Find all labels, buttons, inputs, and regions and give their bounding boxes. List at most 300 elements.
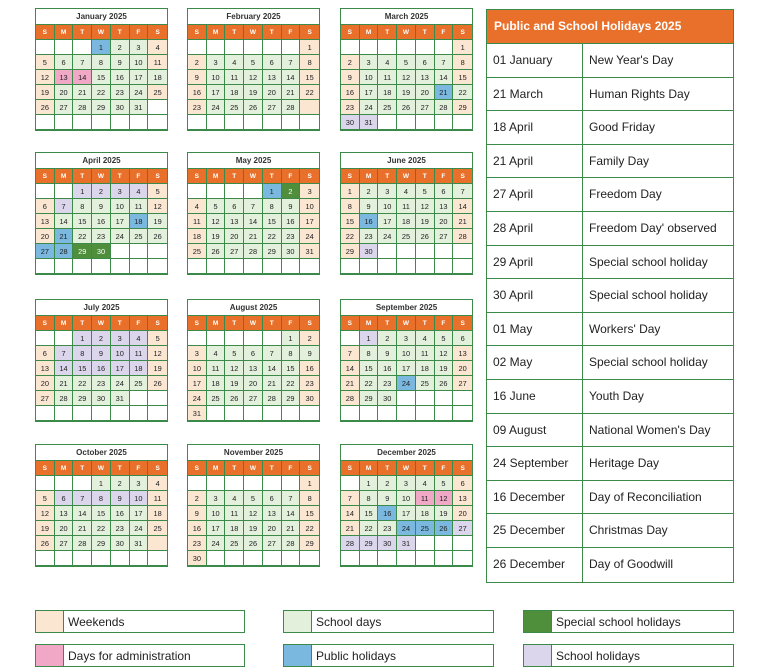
day-cell: 25: [207, 391, 226, 406]
day-cell: 2: [92, 184, 111, 199]
holiday-row: [487, 548, 733, 582]
day-cell: 17: [111, 214, 130, 229]
day-header: S: [188, 25, 207, 40]
day-cell: 20: [55, 85, 74, 100]
day-cell: 20: [244, 376, 263, 391]
day-cell: 5: [435, 331, 454, 346]
day-cell: [148, 391, 167, 406]
day-cell: 2: [378, 331, 397, 346]
holiday-name: Special school holiday: [589, 254, 708, 269]
holiday-name: Heritage Day: [589, 456, 660, 471]
day-cell: 16: [92, 361, 111, 376]
day-cell: [36, 40, 55, 55]
day-cell: 23: [92, 229, 111, 244]
day-cell: 30: [360, 244, 379, 259]
day-cell: [453, 406, 472, 421]
day-cell: 29: [360, 536, 379, 551]
day-cell: [435, 40, 454, 55]
day-cell: 27: [36, 391, 55, 406]
day-cell: 4: [148, 476, 167, 491]
day-cell: 22: [73, 376, 92, 391]
day-cell: 24: [130, 85, 149, 100]
day-header: T: [73, 316, 92, 331]
day-cell: 29: [453, 100, 472, 115]
day-cell: 5: [36, 55, 55, 70]
day-cell: [207, 476, 226, 491]
day-cell: 8: [453, 55, 472, 70]
day-cell: 14: [55, 361, 74, 376]
day-cell: 30: [378, 391, 397, 406]
day-cell: 16: [188, 85, 207, 100]
day-cell: 3: [188, 346, 207, 361]
day-header: T: [111, 169, 130, 184]
day-cell: 7: [453, 184, 472, 199]
day-cell: 4: [188, 199, 207, 214]
day-cell: [360, 259, 379, 274]
day-cell: [130, 551, 149, 566]
month-title: September 2025: [341, 300, 472, 316]
day-cell: 4: [416, 331, 435, 346]
day-cell: 8: [282, 346, 301, 361]
day-cell: 14: [435, 70, 454, 85]
day-cell: 20: [36, 376, 55, 391]
day-cell: 15: [341, 214, 360, 229]
day-cell: 25: [188, 244, 207, 259]
day-cell: 27: [416, 100, 435, 115]
day-cell: 4: [130, 184, 149, 199]
day-cell: 31: [130, 536, 149, 551]
day-cell: 25: [397, 229, 416, 244]
day-cell: 27: [263, 100, 282, 115]
day-header: T: [416, 316, 435, 331]
day-cell: [55, 331, 74, 346]
day-cell: 30: [378, 536, 397, 551]
month-title: August 2025: [188, 300, 319, 316]
day-cell: 16: [360, 214, 379, 229]
day-cell: 10: [300, 199, 319, 214]
day-cell: [188, 331, 207, 346]
day-header: S: [188, 461, 207, 476]
day-cell: 27: [55, 536, 74, 551]
day-cell: 23: [378, 521, 397, 536]
day-header: W: [92, 169, 111, 184]
day-cell: 17: [188, 376, 207, 391]
day-header: T: [73, 461, 92, 476]
day-cell: 31: [188, 406, 207, 421]
day-cell: 23: [188, 536, 207, 551]
day-cell: 24: [188, 391, 207, 406]
day-cell: 30: [341, 115, 360, 130]
day-cell: 16: [282, 214, 301, 229]
holiday-name: New Year's Day: [589, 53, 674, 67]
day-cell: 26: [225, 391, 244, 406]
legend-school-days: [283, 610, 494, 633]
day-cell: 19: [148, 361, 167, 376]
legend-swatch: [524, 611, 552, 632]
day-cell: 15: [92, 70, 111, 85]
day-cell: 14: [73, 70, 92, 85]
day-cell: 24: [360, 100, 379, 115]
day-cell: 1: [360, 331, 379, 346]
day-cell: 11: [148, 55, 167, 70]
day-cell: 8: [341, 199, 360, 214]
day-cell: [397, 391, 416, 406]
holiday-date: 09 August: [487, 414, 583, 447]
day-cell: 25: [416, 521, 435, 536]
legend-label: Days for administration: [68, 648, 191, 663]
month-title: October 2025: [36, 445, 167, 461]
day-header: S: [188, 169, 207, 184]
holiday-row: [487, 414, 733, 448]
day-cell: 22: [300, 85, 319, 100]
day-cell: [378, 244, 397, 259]
day-cell: 10: [207, 506, 226, 521]
day-cell: 9: [378, 491, 397, 506]
day-cell: 14: [341, 506, 360, 521]
day-cell: 20: [453, 506, 472, 521]
day-header: T: [73, 25, 92, 40]
day-cell: 10: [111, 199, 130, 214]
day-cell: [341, 551, 360, 566]
day-cell: 24: [111, 229, 130, 244]
day-cell: 9: [341, 70, 360, 85]
day-cell: [378, 259, 397, 274]
day-cell: [416, 259, 435, 274]
day-header: S: [148, 461, 167, 476]
day-cell: [36, 115, 55, 130]
day-cell: 3: [111, 331, 130, 346]
day-cell: 2: [92, 331, 111, 346]
day-cell: 1: [92, 40, 111, 55]
day-cell: [73, 259, 92, 274]
day-cell: 8: [73, 199, 92, 214]
legend-swatch: [36, 645, 64, 666]
day-cell: 9: [188, 70, 207, 85]
day-cell: 8: [92, 55, 111, 70]
holiday-row: [487, 481, 733, 515]
day-cell: [378, 40, 397, 55]
day-cell: 8: [360, 491, 379, 506]
day-cell: 22: [92, 85, 111, 100]
day-header: T: [416, 461, 435, 476]
day-header: T: [111, 25, 130, 40]
holiday-date: 28 April: [487, 212, 583, 245]
day-cell: 19: [397, 85, 416, 100]
day-cell: 2: [188, 55, 207, 70]
day-header: M: [55, 316, 74, 331]
day-cell: [55, 40, 74, 55]
day-cell: [282, 259, 301, 274]
day-cell: 22: [360, 521, 379, 536]
day-header: W: [92, 25, 111, 40]
day-cell: [188, 259, 207, 274]
day-cell: [397, 40, 416, 55]
day-cell: 11: [225, 70, 244, 85]
holiday-row: [487, 279, 733, 313]
holiday-name: Human Rights Day: [589, 86, 690, 101]
holiday-name: Special school holiday: [589, 288, 708, 303]
day-cell: 25: [225, 536, 244, 551]
day-cell: 11: [378, 70, 397, 85]
day-cell: 20: [36, 229, 55, 244]
legend-days-for-administration: [35, 644, 245, 667]
day-cell: 24: [111, 376, 130, 391]
day-cell: 3: [130, 40, 149, 55]
day-cell: 28: [282, 100, 301, 115]
day-cell: 12: [416, 199, 435, 214]
day-cell: 22: [73, 229, 92, 244]
day-cell: 12: [148, 346, 167, 361]
day-header: M: [360, 25, 379, 40]
month-calendar: [187, 152, 320, 275]
holidays-table: [486, 9, 734, 583]
day-cell: 13: [263, 506, 282, 521]
day-header: T: [416, 25, 435, 40]
holiday-name: Freedom Day' observed: [589, 220, 717, 235]
day-cell: 29: [73, 244, 92, 259]
legend-label: Weekends: [68, 614, 125, 629]
day-cell: 13: [263, 70, 282, 85]
day-cell: 11: [148, 491, 167, 506]
day-cell: 3: [300, 184, 319, 199]
holiday-name: Youth Day: [589, 388, 644, 403]
day-cell: [36, 184, 55, 199]
day-cell: 3: [111, 184, 130, 199]
day-cell: 28: [282, 536, 301, 551]
day-cell: 17: [207, 521, 226, 536]
day-cell: [111, 244, 130, 259]
day-cell: 26: [435, 376, 454, 391]
day-header: S: [453, 316, 472, 331]
day-cell: [341, 40, 360, 55]
day-cell: [416, 551, 435, 566]
day-cell: [263, 259, 282, 274]
month-calendar: [187, 299, 320, 422]
day-header: W: [397, 169, 416, 184]
day-cell: 1: [73, 331, 92, 346]
holiday-date: 25 December: [487, 514, 583, 547]
day-cell: 31: [360, 115, 379, 130]
day-cell: 13: [416, 70, 435, 85]
day-cell: 27: [36, 244, 55, 259]
day-cell: 21: [73, 85, 92, 100]
holiday-row: [487, 145, 733, 179]
day-cell: 31: [111, 391, 130, 406]
day-cell: 24: [397, 521, 416, 536]
day-cell: [244, 331, 263, 346]
day-cell: [282, 476, 301, 491]
day-header: M: [207, 316, 226, 331]
day-cell: 10: [130, 55, 149, 70]
holiday-name: Day of Goodwill: [589, 556, 674, 571]
day-cell: 3: [207, 55, 226, 70]
day-cell: 11: [130, 199, 149, 214]
day-cell: 7: [73, 55, 92, 70]
day-cell: 21: [55, 229, 74, 244]
day-header: T: [111, 316, 130, 331]
legend-public-holidays: [283, 644, 494, 667]
day-cell: 29: [92, 536, 111, 551]
day-cell: [416, 391, 435, 406]
day-cell: [397, 406, 416, 421]
day-header: T: [111, 461, 130, 476]
day-cell: [148, 115, 167, 130]
day-cell: 15: [300, 70, 319, 85]
day-cell: 28: [73, 536, 92, 551]
day-cell: 12: [207, 214, 226, 229]
day-cell: 3: [378, 184, 397, 199]
day-cell: [111, 406, 130, 421]
day-cell: 9: [111, 491, 130, 506]
month-title: May 2025: [188, 153, 319, 169]
legend-swatch: [284, 645, 312, 666]
day-cell: 17: [300, 214, 319, 229]
day-cell: 17: [360, 85, 379, 100]
day-header: S: [453, 461, 472, 476]
day-header: F: [435, 316, 454, 331]
day-header: S: [36, 25, 55, 40]
day-cell: 21: [244, 229, 263, 244]
day-cell: [378, 406, 397, 421]
day-header: T: [263, 461, 282, 476]
day-cell: [300, 115, 319, 130]
day-cell: 28: [73, 100, 92, 115]
day-header: T: [225, 169, 244, 184]
day-cell: [36, 551, 55, 566]
day-cell: [207, 184, 226, 199]
day-cell: 24: [207, 536, 226, 551]
day-cell: [360, 406, 379, 421]
day-cell: 2: [378, 476, 397, 491]
day-cell: [263, 40, 282, 55]
day-cell: 23: [360, 229, 379, 244]
day-cell: [148, 536, 167, 551]
day-cell: 17: [397, 506, 416, 521]
day-cell: 3: [397, 476, 416, 491]
day-cell: 12: [244, 70, 263, 85]
day-cell: 26: [36, 536, 55, 551]
day-cell: [453, 551, 472, 566]
day-cell: 30: [282, 244, 301, 259]
day-cell: [341, 259, 360, 274]
day-header: F: [282, 169, 301, 184]
day-cell: [435, 536, 454, 551]
day-cell: 15: [73, 361, 92, 376]
day-cell: [111, 259, 130, 274]
day-cell: 15: [360, 361, 379, 376]
day-cell: 12: [244, 506, 263, 521]
day-cell: [225, 406, 244, 421]
day-cell: 14: [282, 506, 301, 521]
day-cell: [225, 259, 244, 274]
day-cell: 25: [416, 376, 435, 391]
day-cell: 1: [453, 40, 472, 55]
day-cell: 26: [244, 536, 263, 551]
day-cell: [435, 551, 454, 566]
month-calendar: [187, 8, 320, 131]
day-cell: 30: [92, 391, 111, 406]
day-cell: 27: [225, 244, 244, 259]
day-cell: [73, 476, 92, 491]
day-cell: [453, 244, 472, 259]
day-cell: 16: [111, 506, 130, 521]
day-header: S: [453, 169, 472, 184]
day-cell: 9: [111, 55, 130, 70]
day-cell: [55, 259, 74, 274]
day-cell: 5: [416, 184, 435, 199]
day-cell: 16: [378, 361, 397, 376]
day-cell: [148, 100, 167, 115]
day-cell: 28: [263, 391, 282, 406]
day-cell: 27: [435, 229, 454, 244]
day-header: M: [207, 461, 226, 476]
day-cell: 11: [130, 346, 149, 361]
day-cell: [435, 391, 454, 406]
day-cell: 19: [36, 521, 55, 536]
day-cell: 6: [435, 184, 454, 199]
day-cell: 9: [188, 506, 207, 521]
day-cell: 21: [282, 85, 301, 100]
holidays-title: Public and School Holidays 2025: [487, 10, 733, 44]
day-cell: [188, 40, 207, 55]
day-cell: 5: [435, 476, 454, 491]
day-cell: 23: [282, 229, 301, 244]
holiday-date: 27 April: [487, 178, 583, 211]
day-cell: 30: [111, 100, 130, 115]
day-header: W: [244, 461, 263, 476]
day-cell: 20: [416, 85, 435, 100]
day-cell: 12: [36, 70, 55, 85]
day-header: T: [378, 316, 397, 331]
day-cell: 13: [55, 506, 74, 521]
day-cell: 15: [282, 361, 301, 376]
day-cell: 11: [416, 491, 435, 506]
day-cell: 31: [397, 536, 416, 551]
holiday-name: Special school holiday: [589, 355, 708, 370]
day-cell: 9: [300, 346, 319, 361]
day-cell: 12: [435, 346, 454, 361]
day-cell: 23: [300, 376, 319, 391]
day-cell: 18: [188, 229, 207, 244]
day-cell: [263, 406, 282, 421]
holiday-row: [487, 44, 733, 78]
day-cell: 17: [207, 85, 226, 100]
day-cell: 16: [188, 521, 207, 536]
day-cell: [300, 551, 319, 566]
month-calendar: [35, 299, 168, 422]
day-cell: 18: [130, 361, 149, 376]
day-cell: 21: [341, 521, 360, 536]
day-cell: 5: [225, 346, 244, 361]
day-cell: 9: [378, 346, 397, 361]
day-cell: [130, 391, 149, 406]
day-cell: 15: [73, 214, 92, 229]
day-cell: 21: [341, 376, 360, 391]
month-calendar: [187, 444, 320, 567]
holiday-name: National Women's Day: [589, 422, 711, 437]
day-cell: [360, 40, 379, 55]
legend-swatch: [284, 611, 312, 632]
day-cell: 1: [73, 184, 92, 199]
day-cell: [207, 40, 226, 55]
day-cell: [92, 259, 111, 274]
month-calendar: [340, 8, 473, 131]
day-header: S: [453, 25, 472, 40]
legend-label: Special school holidays: [556, 614, 681, 629]
day-cell: [92, 551, 111, 566]
day-cell: [282, 551, 301, 566]
day-cell: 4: [397, 184, 416, 199]
